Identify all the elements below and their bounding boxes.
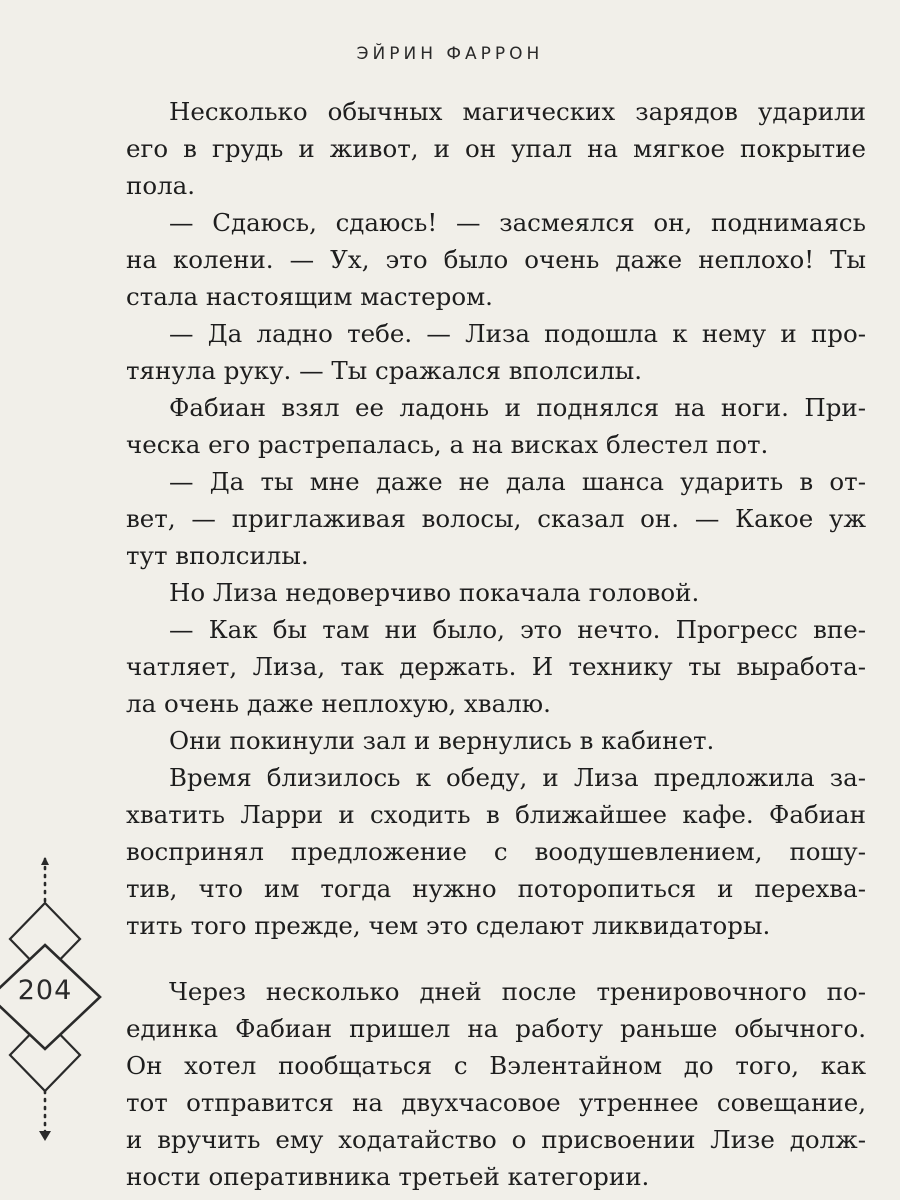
text-line: и вручить ему ходатайство о присвоении Лизе долж- xyxy=(126,1125,866,1154)
text-line: тянула руку. — Ты сражался вполсилы. xyxy=(126,356,643,385)
text-line: воспринял предложение с воодушевлением, пошу- xyxy=(126,837,866,866)
body-text xyxy=(126,93,866,1195)
text-line: тот отправится на двухчасовое утреннее совещание, xyxy=(126,1088,866,1117)
text-line: тут вполсилы. xyxy=(126,541,309,570)
running-header: ЭЙРИН ФАРРОН xyxy=(356,44,544,64)
text-line: тив, что им тогда нужно поторопиться и перехва- xyxy=(126,874,866,903)
text-line: Несколько обычных магических зарядов ударили xyxy=(169,97,866,126)
text-line: Фабиан взял ее ладонь и поднялся на ноги. При- xyxy=(169,393,866,422)
text-line: стала настоящим мастером. xyxy=(126,282,493,311)
text-line: Но Лиза недоверчиво покачала головой. xyxy=(169,578,700,607)
text-line: его в грудь и живот, и он упал на мягкое покрытие xyxy=(126,134,866,163)
text-line: ла очень даже неплохую, хвалю. xyxy=(126,689,551,718)
text-line: — Да ладно тебе. — Лиза подошла к нему и про- xyxy=(169,319,866,348)
text-line: хватить Ларри и сходить в ближайшее кафе. Фабиан xyxy=(126,800,866,829)
text-line: единка Фабиан пришел на работу раньше обычного. xyxy=(126,1014,866,1043)
text-line: ности оперативника третьей категории. xyxy=(126,1162,650,1191)
section-break xyxy=(126,944,866,973)
page-number: 204 xyxy=(17,975,73,1006)
text-line: тить того прежде, чем это сделают ликвидаторы. xyxy=(126,911,771,940)
text-line: вет, — приглаживая волосы, сказал он. — Какое уж xyxy=(126,504,866,533)
text-line: пола. xyxy=(126,171,196,200)
text-line: на колени. — Ух, это было очень даже неплохо! Ты xyxy=(126,245,866,274)
text-line: — Сдаюсь, сдаюсь! — засмеялся он, поднимаясь xyxy=(169,208,866,237)
text-line: Время близилось к обеду, и Лиза предложила за- xyxy=(169,763,866,792)
text-line: — Да ты мне даже не дала шанса ударить в от- xyxy=(169,467,866,496)
text-line: Через несколько дней после тренировочного по- xyxy=(169,977,866,1006)
text-line: ческа его растрепалась, а на висках блестел пот. xyxy=(126,430,769,459)
text-line: — Как бы там ни было, это нечто. Прогресс впе- xyxy=(169,615,866,644)
text-line: Он хотел пообщаться с Вэлентайном до того, как xyxy=(126,1051,866,1080)
text-line: Они покинули зал и вернулись в кабинет. xyxy=(169,726,715,755)
text-line: чатляет, Лиза, так держать. И технику ты выработа- xyxy=(126,652,866,681)
